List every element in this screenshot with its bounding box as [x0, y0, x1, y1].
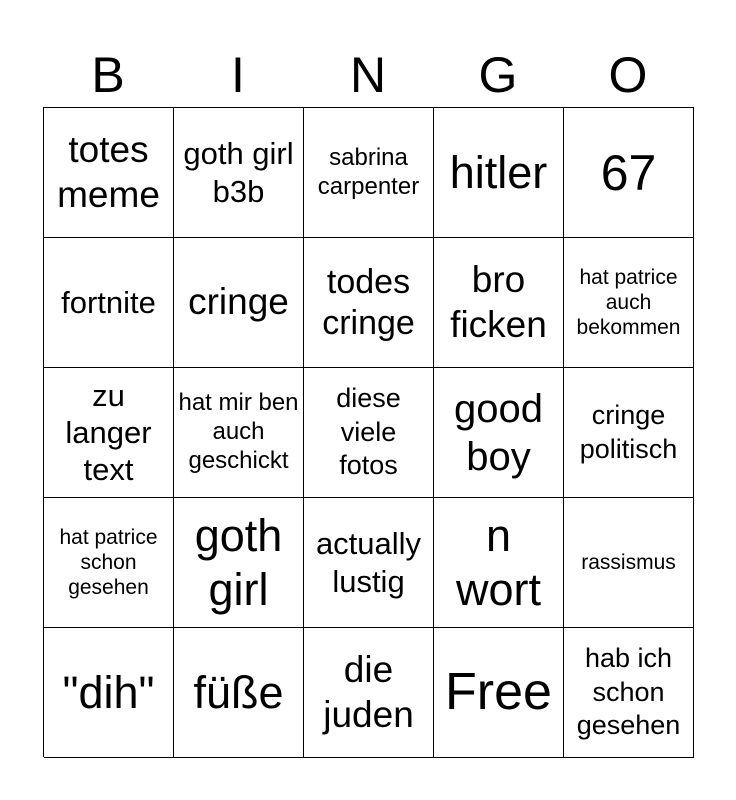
cell-text: goth girl b3b	[183, 136, 294, 209]
header-letter-b: B	[91, 47, 125, 103]
bingo-cell-r2-c4[interactable]	[434, 238, 564, 368]
header-letter-g: G	[478, 47, 518, 103]
cell-text: 67	[600, 144, 657, 201]
header-letter-i: I	[231, 47, 245, 103]
bingo-cell-r1-c1[interactable]	[44, 108, 174, 238]
bingo-cell-r4-c5[interactable]	[564, 498, 694, 628]
bingo-cell-r2-c1[interactable]	[44, 238, 174, 368]
bingo-cell-r3-c5[interactable]	[564, 368, 694, 498]
bingo-cell-r5-c1[interactable]	[44, 628, 174, 758]
bingo-cell-r1-c3[interactable]	[304, 108, 434, 238]
cell-text: hat patrice auch bekommen	[576, 265, 681, 340]
cell-text: rassismus	[581, 550, 676, 574]
bingo-cell-r5-c5[interactable]	[564, 628, 694, 758]
bingo-cell-r1-c5[interactable]	[564, 108, 694, 238]
cell-text: hitler	[449, 146, 548, 198]
cell-text: füße	[193, 666, 284, 718]
cell-text: zu langer text	[65, 377, 152, 488]
bingo-cell-r3-c3[interactable]	[304, 368, 434, 498]
bingo-cell-r4-c1[interactable]	[44, 498, 174, 628]
bingo-cell-r2-c5[interactable]	[564, 238, 694, 368]
header-letter-o: O	[608, 47, 648, 103]
cell-text: actually lustig	[315, 526, 422, 599]
cell-text: hat patrice schon gesehen	[59, 525, 158, 600]
cell-text: die juden	[323, 649, 414, 735]
cell-text: fortnite	[61, 284, 156, 320]
bingo-cell-r3-c1[interactable]	[44, 368, 174, 498]
cell-text: n wort	[455, 509, 541, 615]
cell-text: cringe	[188, 281, 289, 323]
header-letter-n: N	[349, 47, 387, 103]
cell-text: hat mir ben auch geschickt	[178, 389, 299, 474]
cell-text: todes cringe	[322, 263, 415, 342]
bingo-header	[43, 44, 693, 106]
bingo-cell-free[interactable]	[434, 628, 564, 758]
bingo-cell-r3-c4[interactable]	[434, 368, 564, 498]
cell-text: totes meme	[57, 129, 160, 215]
cell-text: hab ich schon gesehen	[576, 642, 681, 741]
cell-text: diese viele fotos	[336, 382, 401, 481]
cell-text: cringe politisch	[579, 399, 678, 464]
bingo-cell-r5-c2[interactable]	[174, 628, 304, 758]
bingo-cell-r5-c3[interactable]	[304, 628, 434, 758]
cell-text: "dih"	[62, 666, 155, 718]
cell-text: sabrina carpenter	[317, 143, 420, 200]
bingo-cell-r1-c4[interactable]	[434, 108, 564, 238]
bingo-cell-r4-c4[interactable]	[434, 498, 564, 628]
bingo-cell-r1-c2[interactable]	[174, 108, 304, 238]
bingo-cell-r3-c2[interactable]	[174, 368, 304, 498]
bingo-cell-r2-c3[interactable]	[304, 238, 434, 368]
bingo-cell-r4-c3[interactable]	[304, 498, 434, 628]
cell-text: good boy	[454, 386, 543, 479]
cell-text: Free	[445, 663, 552, 722]
bingo-grid	[43, 107, 694, 757]
bingo-cell-r4-c2[interactable]	[174, 498, 304, 628]
cell-text: goth girl	[194, 509, 283, 615]
bingo-cell-r2-c2[interactable]	[174, 238, 304, 368]
cell-text: bro ficken	[450, 259, 547, 345]
